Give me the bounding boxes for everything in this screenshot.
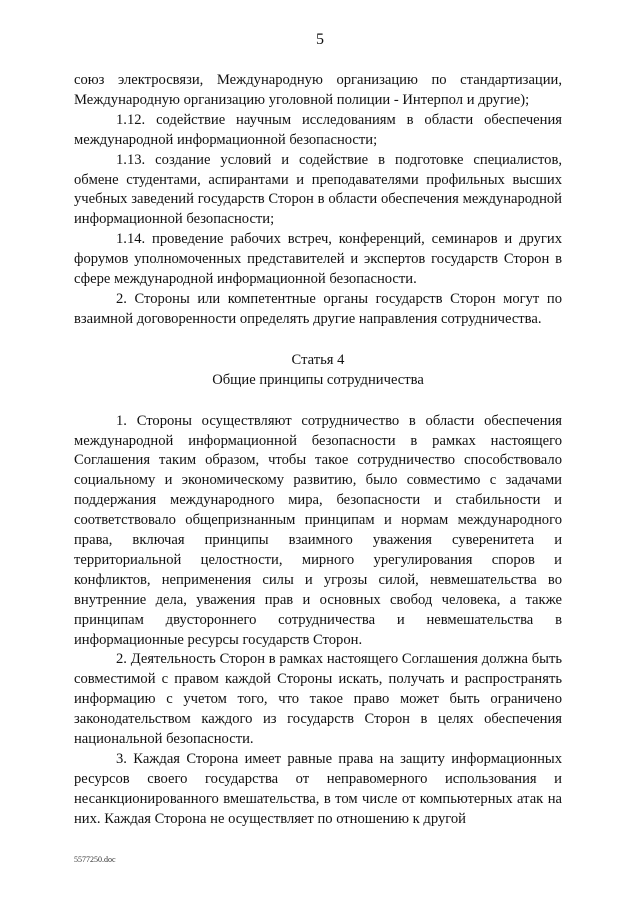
paragraph-2: 2. Стороны или компетентные органы государств Сторон могут по взаимной договоренности определять другие направления сотрудничества. xyxy=(74,290,562,327)
article-4-paragraph-1: 1. Стороны осуществляют сотрудничество в области обеспечения международной информационной безопасности в рамках настоящего Соглашения таким образом, чтобы такое сотрудничество способствовало социальному и экономическому развитию, было совместимо с задачами поддержания международного мира, безопасности и стабильности и соответствовало общепризнанным принципам и нормам международного права, включая принципы взаимного уважения суверенитета и территориальной целостности, мирного урегулирования споров и конфликтов, неприменения силы и угрозы силой, невмешательства во внутренние дела, уважения прав и основных свобод человека, а также принципам двустороннего сотрудничества и невмешательства в информационные ресурсы государств Сторон. xyxy=(74,412,562,648)
page-number: 5 xyxy=(316,31,324,48)
article-4-paragraph-3: 3. Каждая Сторона имеет равные права на защиту информационных ресурсов своего государства от неправомерного использования и несанкционированного вмешательства, в том числе от компьютерных атак на них. Каждая Сторона не осуществляет по отношению к другой xyxy=(74,751,562,827)
footer-filename: 5577250.doc xyxy=(74,855,116,864)
paragraph-1-14: 1.14. проведение рабочих встреч, конференций, семинаров и других форумов уполномоченных представителей и экспертов государств Сторон в сфере международной информационной безопасности. xyxy=(74,231,562,288)
paragraph-1-12: 1.12. содействие научным исследованиям в области обеспечения международной информационной безопасности; xyxy=(74,111,562,148)
article-title: Общие принципы сотрудничества xyxy=(212,371,424,388)
article-number: Статья 4 xyxy=(291,351,345,368)
paragraph-1-13: 1.13. создание условий и содействие в подготовке специалистов, обмене студентами, аспирантами и преподавателями профильных высших учебных заведений государств Сторон в области обеспечения международной информационной безопасности; xyxy=(74,151,562,228)
article-4-paragraph-2: 2. Деятельность Сторон в рамках настоящего Соглашения должна быть совместимой с правом каждой Стороны искать, получать и распространять информацию с учетом того, что такое право может быть ограничено законодательством каждого из государств Сторон в целях обеспечения национальной безопасности. xyxy=(74,651,562,748)
document-body xyxy=(74,71,562,830)
paragraph-continuation: союз электросвязи, Международную организацию по стандартизации, Международную организацию уголовной полиции - Интерпол и другие); xyxy=(74,72,562,108)
